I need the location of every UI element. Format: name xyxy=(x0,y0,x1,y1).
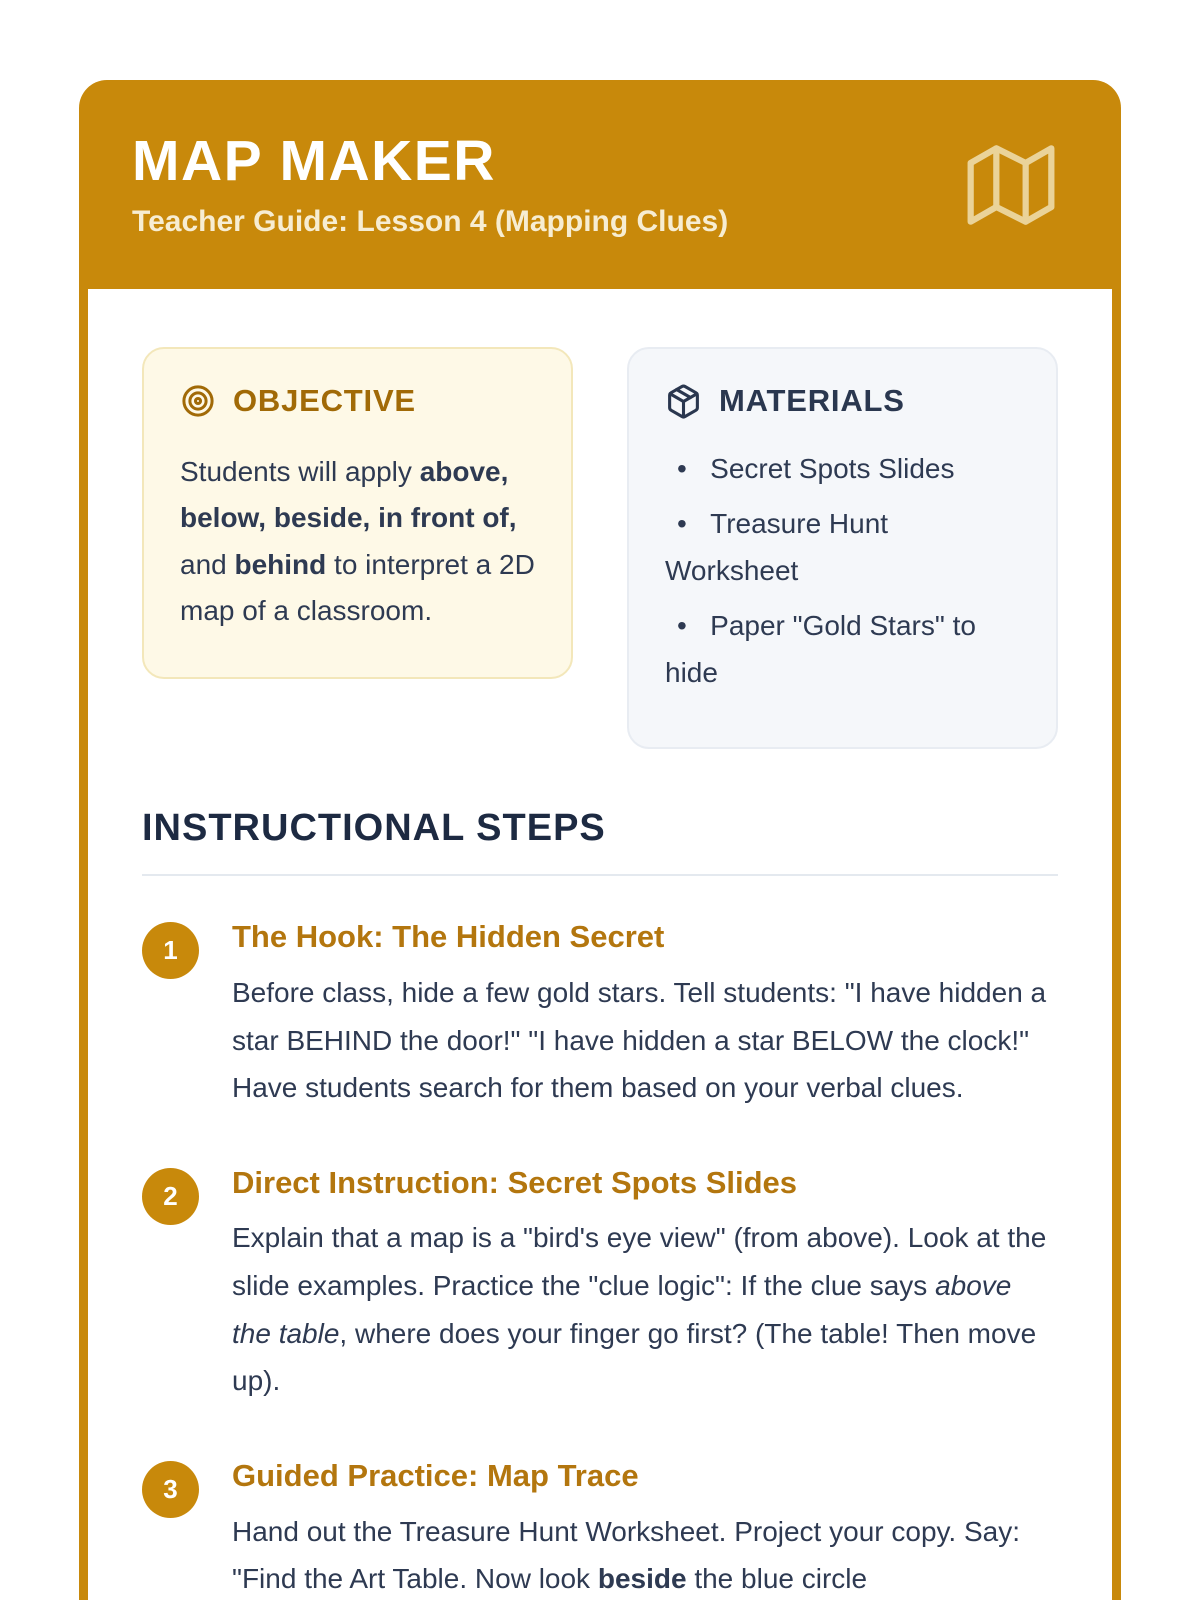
header-titles xyxy=(132,129,729,239)
step-body: Before class, hide a few gold stars. Tell students: "I have hidden a star BEHIND the door!" "I have hidden a star BELOW the clock!" Have students search for them based on your verbal clues. xyxy=(232,976,1047,1104)
step-item xyxy=(142,1457,1058,1600)
step-content xyxy=(232,1164,1058,1405)
step-title: Guided Practice: Map Trace xyxy=(232,1457,639,1493)
header xyxy=(79,80,1121,289)
objective-body: Students will apply above, below, beside, in front of, and behind to interpret a 2D map of a classroom. xyxy=(180,455,535,627)
materials-heading: MATERIALS xyxy=(719,383,905,419)
step-number-badge: 1 xyxy=(142,922,199,979)
target-icon xyxy=(180,383,216,419)
step-item xyxy=(142,918,1058,1112)
map-icon xyxy=(967,141,1055,229)
package-icon xyxy=(665,383,702,420)
step-body: Hand out the Treasure Hunt Worksheet. Project your copy. Say: "Find the Art Table. Now look beside the blue circle xyxy=(232,1515,1021,1595)
page-card xyxy=(79,80,1121,1600)
objective-heading: OBJECTIVE xyxy=(233,382,416,418)
step-content xyxy=(232,918,1058,1112)
step-body: Explain that a map is a "bird's eye view" (from above). Look at the slide examples. Practice the "clue logic": If the clue says above the table, where does your finger go first? (The table! Then move up). xyxy=(232,1222,1047,1397)
step-number-badge: 3 xyxy=(142,1461,199,1518)
material-item: • Treasure Hunt Worksheet xyxy=(665,501,1020,594)
step-title: The Hook: The Hidden Secret xyxy=(232,919,665,955)
material-item: • Paper "Gold Stars" to hide xyxy=(665,603,1020,696)
page-subtitle: Teacher Guide: Lesson 4 (Mapping Clues) xyxy=(132,204,729,238)
step-item xyxy=(142,1164,1058,1405)
step-number-badge: 2 xyxy=(142,1168,199,1225)
step-content xyxy=(232,1457,1058,1600)
summary-cards-row xyxy=(142,347,1058,749)
materials-heading-row xyxy=(665,383,1020,420)
section-heading: INSTRUCTIONAL STEPS xyxy=(142,807,606,850)
objective-heading-row xyxy=(180,383,535,419)
content-panel xyxy=(88,289,1112,1600)
section-divider xyxy=(142,874,1058,876)
objective-card xyxy=(142,347,573,679)
materials-card xyxy=(627,347,1058,749)
page-title: MAP MAKER xyxy=(132,129,496,193)
materials-list xyxy=(665,446,1020,696)
steps-list xyxy=(142,918,1058,1600)
material-item: • Secret Spots Slides xyxy=(665,446,1020,492)
step-title: Direct Instruction: Secret Spots Slides xyxy=(232,1164,798,1200)
